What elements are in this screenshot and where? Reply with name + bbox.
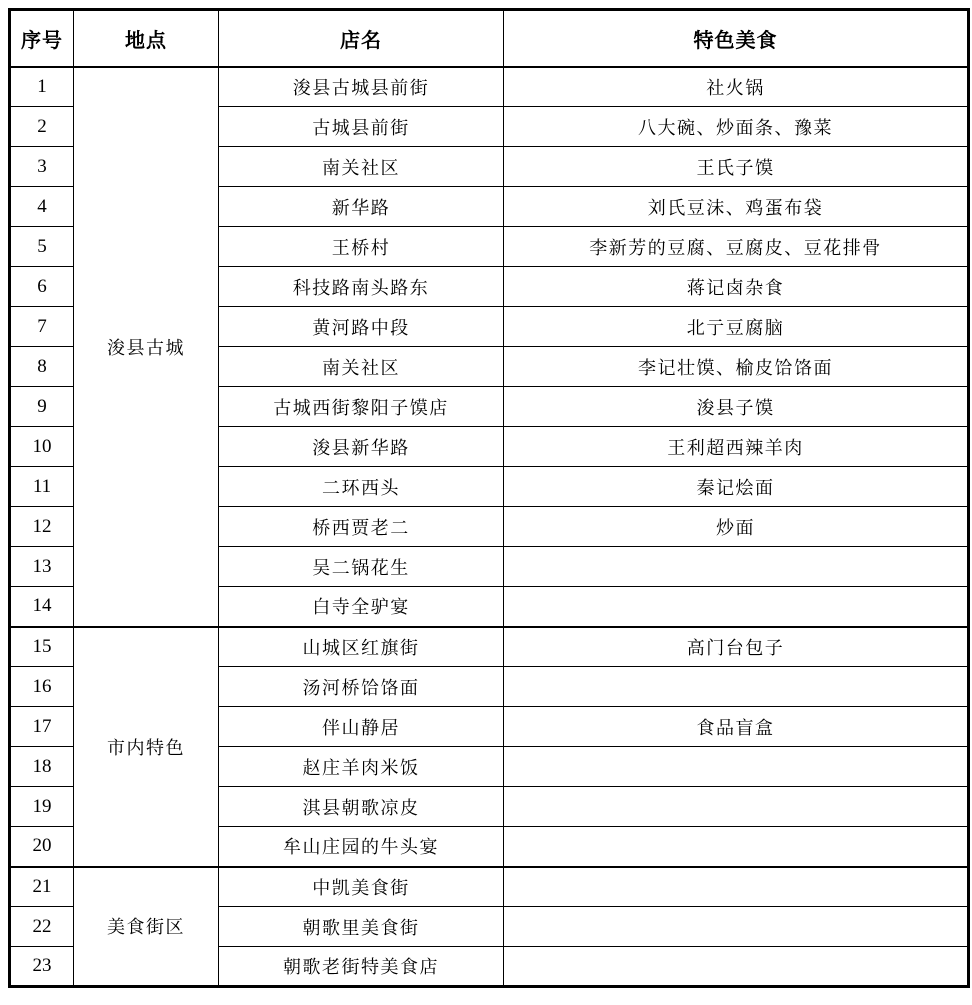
cell-no: 14: [10, 587, 74, 627]
cell-shop: 白寺全驴宴: [219, 587, 504, 627]
cell-shop: 牟山庄园的牛头宴: [219, 827, 504, 867]
cell-shop: 桥西贾老二: [219, 507, 504, 547]
cell-shop: 赵庄羊肉米饭: [219, 747, 504, 787]
cell-shop: 二环西头: [219, 467, 504, 507]
header-food: 特色美食: [504, 10, 969, 67]
cell-shop: 朝歌老街特美食店: [219, 947, 504, 987]
cell-no: 12: [10, 507, 74, 547]
cell-no: 10: [10, 427, 74, 467]
cell-no: 6: [10, 267, 74, 307]
cell-food: 王氏子馍: [504, 147, 969, 187]
cell-shop: 浚县新华路: [219, 427, 504, 467]
specialty-food-table: [8, 8, 970, 988]
cell-food: [504, 667, 969, 707]
table-row: [10, 627, 969, 667]
cell-no: 3: [10, 147, 74, 187]
cell-shop: 南关社区: [219, 347, 504, 387]
cell-no: 16: [10, 667, 74, 707]
cell-food: 食品盲盒: [504, 707, 969, 747]
cell-no: 4: [10, 187, 74, 227]
cell-food: [504, 907, 969, 947]
cell-food: [504, 867, 969, 907]
table-row: [10, 867, 969, 907]
cell-food: 刘氏豆沫、鸡蛋布袋: [504, 187, 969, 227]
cell-no: 13: [10, 547, 74, 587]
cell-shop: 淇县朝歌凉皮: [219, 787, 504, 827]
cell-location: 美食街区: [74, 867, 219, 987]
header-shop: 店名: [219, 10, 504, 67]
cell-food: [504, 827, 969, 867]
cell-food: [504, 747, 969, 787]
cell-food: [504, 787, 969, 827]
cell-location: 浚县古城: [74, 67, 219, 627]
cell-shop: 汤河桥饸饹面: [219, 667, 504, 707]
cell-shop: 伴山静居: [219, 707, 504, 747]
cell-food: [504, 547, 969, 587]
cell-shop: 黄河路中段: [219, 307, 504, 347]
cell-shop: 山城区红旗街: [219, 627, 504, 667]
cell-shop: 古城县前街: [219, 107, 504, 147]
cell-shop: 朝歌里美食街: [219, 907, 504, 947]
table-row: [10, 67, 969, 107]
cell-no: 17: [10, 707, 74, 747]
header-no: 序号: [10, 10, 74, 67]
cell-shop: 科技路南头路东: [219, 267, 504, 307]
cell-no: 5: [10, 227, 74, 267]
cell-food: 王利超西辣羊肉: [504, 427, 969, 467]
cell-food: 社火锅: [504, 67, 969, 107]
cell-no: 19: [10, 787, 74, 827]
cell-no: 20: [10, 827, 74, 867]
table-body: [10, 67, 969, 987]
cell-shop: 新华路: [219, 187, 504, 227]
table-header: [10, 10, 969, 67]
cell-no: 21: [10, 867, 74, 907]
cell-food: 蒋记卤杂食: [504, 267, 969, 307]
cell-shop: 中凯美食街: [219, 867, 504, 907]
cell-food: 李记壮馍、榆皮饸饹面: [504, 347, 969, 387]
cell-food: 秦记烩面: [504, 467, 969, 507]
cell-no: 22: [10, 907, 74, 947]
cell-food: 高门台包子: [504, 627, 969, 667]
cell-shop: 古城西街黎阳子馍店: [219, 387, 504, 427]
cell-food: [504, 587, 969, 627]
cell-no: 23: [10, 947, 74, 987]
cell-food: 李新芳的豆腐、豆腐皮、豆花排骨: [504, 227, 969, 267]
cell-food: 炒面: [504, 507, 969, 547]
cell-shop: 王桥村: [219, 227, 504, 267]
cell-no: 9: [10, 387, 74, 427]
cell-food: [504, 947, 969, 987]
cell-shop: 浚县古城县前街: [219, 67, 504, 107]
header-row: [10, 10, 969, 67]
cell-location: 市内特色: [74, 627, 219, 867]
cell-no: 1: [10, 67, 74, 107]
cell-no: 15: [10, 627, 74, 667]
cell-no: 11: [10, 467, 74, 507]
cell-food: 北亍豆腐脑: [504, 307, 969, 347]
cell-food: 浚县子馍: [504, 387, 969, 427]
cell-no: 18: [10, 747, 74, 787]
cell-no: 8: [10, 347, 74, 387]
header-location: 地点: [74, 10, 219, 67]
cell-food: 八大碗、炒面条、豫菜: [504, 107, 969, 147]
cell-no: 7: [10, 307, 74, 347]
cell-no: 2: [10, 107, 74, 147]
cell-shop: 吴二锅花生: [219, 547, 504, 587]
cell-shop: 南关社区: [219, 147, 504, 187]
